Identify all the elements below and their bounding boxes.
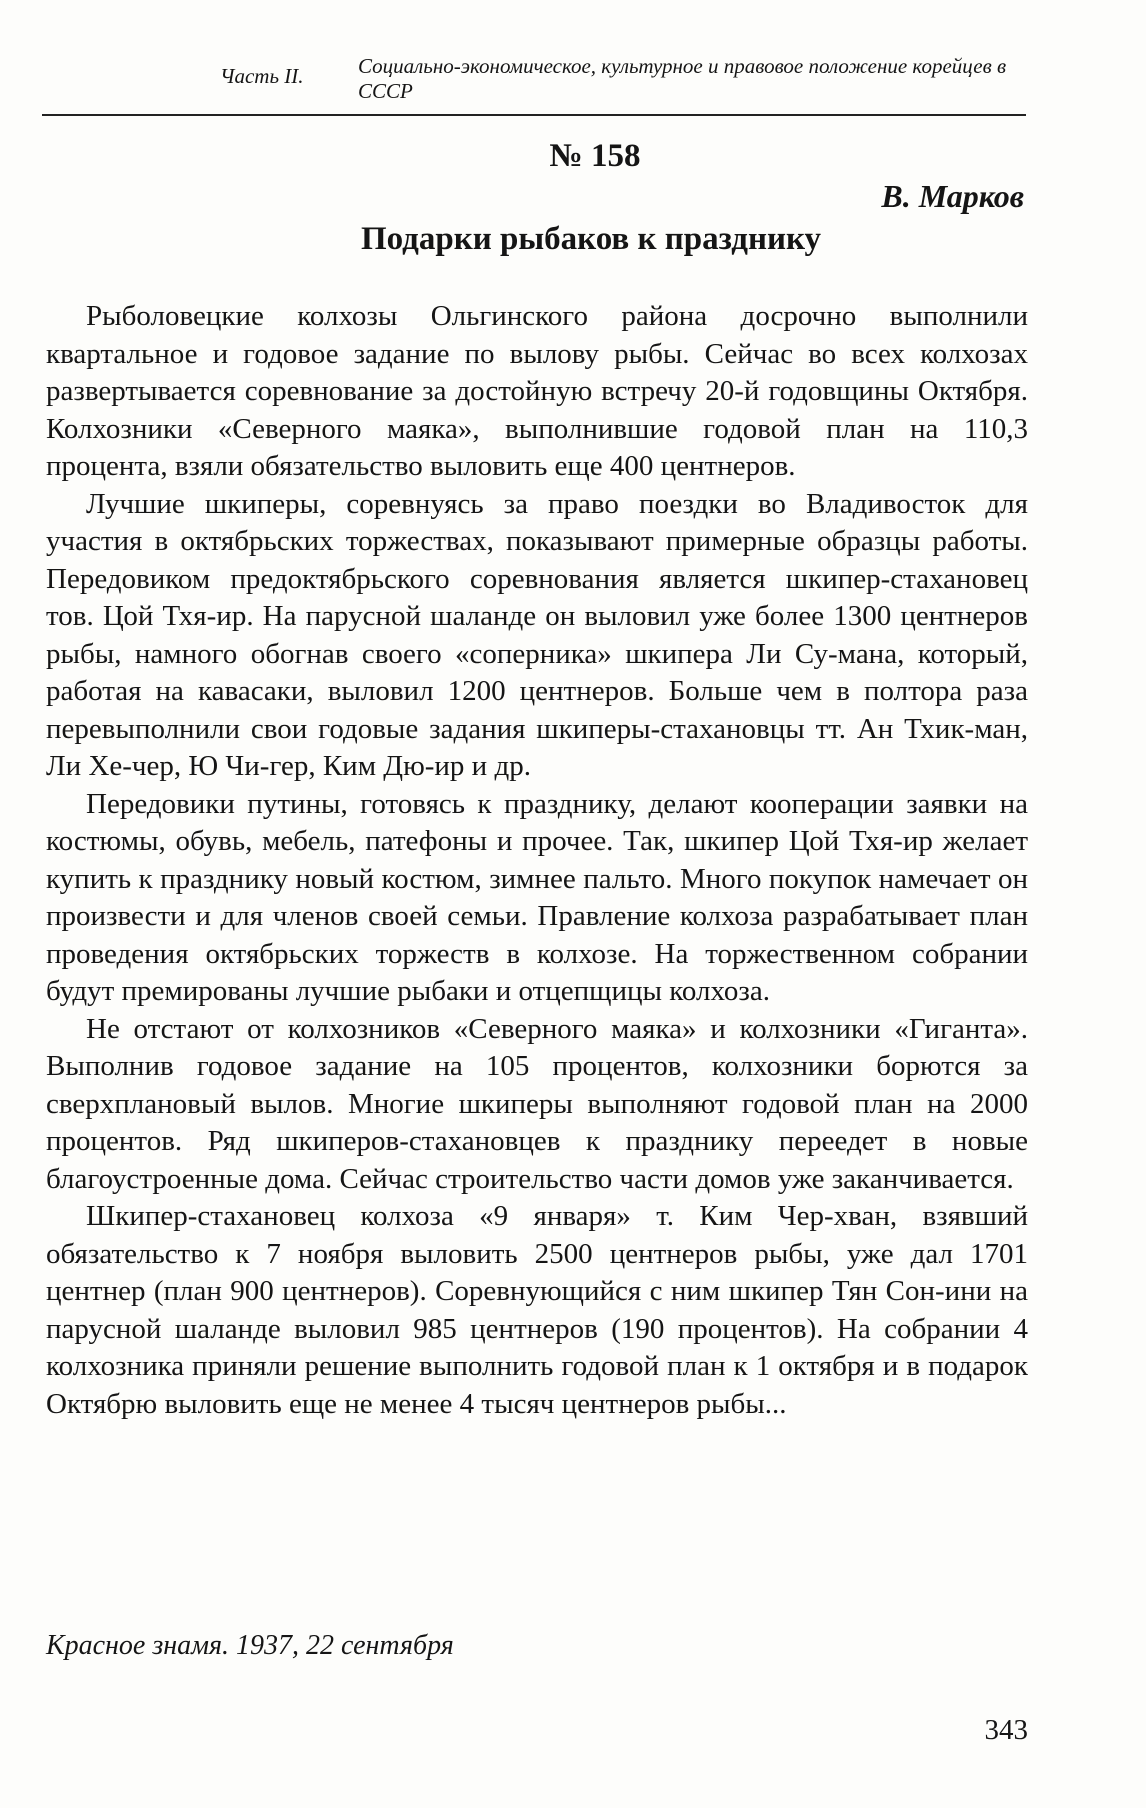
paragraph: Передовики путины, готовясь к празднику, делают кооперации заявки на костюмы, обувь, мебель, патефоны и прочее. Так, шкипер Цой Тхя-ир желает купить к празднику новый костюм, зимнее пальто. Много покупок намечает он произвести и для членов своей семьи. Правление колхоза разрабатывает план проведения октябрьских торжеств в колхозе. На торжественном собрании будут премированы лучшие рыбаки и отцепщицы колхоза.	[46, 787, 1028, 1007]
document-title	[0, 218, 1146, 260]
running-header-section-title: Социально-экономическое, культурное и правовое положение корейцев в СССР	[358, 54, 1007, 103]
paragraph: Лучшие шкиперы, соревнуясь за право поездки во Владивосток для участия в октябрьских торжествах, показывают примерные образцы работы. Передовиком предоктябрьского соревнования является шкипер-стахановец тов. Цой Тхя-ир. На парусной шаланде он выловил уже более 1300 центнеров рыбы, намного обогнав своего «соперника» шкипера Ли Су-мана, который, работая на кавасаки, выловил 1200 центнеров. Больше чем в полтора раза перевыполнили свои годовые задания шкиперы-стахановцы тт. Ан Тхик-ман, Ли Хе-чер, Ю Чи-гер, Ким Дю-ир и др.	[46, 487, 1028, 782]
running-header-part: Часть II.	[220, 64, 304, 88]
paragraph: Не отстают от колхозников «Северного маяка» и колхозники «Гиганта». Выполнив годовое задание на 105 процентов, колхозники борются за сверхплановый вылов. Многие шкиперы выполняют годовой план на 2000 процентов. Ряд шкиперов-стахановцев к празднику переедет в новые благоустроенные дома. Сейчас строительство части домов уже заканчивается.	[46, 1012, 1028, 1195]
header-rule	[42, 114, 1026, 116]
page-number: 343	[984, 1714, 1028, 1746]
document-number-text: № 158	[549, 138, 641, 174]
running-header	[42, 50, 1026, 116]
document-author: В. Марков	[881, 178, 1024, 214]
paragraph: Шкипер-стахановец колхоза «9 января» т. Ким Чер-хван, взявший обязательство к 7 ноября выловить 2500 центнеров рыбы, уже дал 1701 центнер (план 900 центнеров). Соревнующийся с ним шкипер Тян Сон-ини на парусной шаланде выловил 985 центнеров (190 процентов). На собрании 4 колхозника приняли решение выполнить годовой план к 1 октября и в подарок Октябрю выловить еще не менее 4 тысяч центнеров рыбы...	[46, 1200, 1028, 1420]
paragraph: Рыболовецкие колхозы Ольгинского района досрочно выполнили квартальное и годовое задание по вылову рыбы. Сейчас во всех колхозах развертывается соревнование за достойную встречу 20-й годовщины Октября. Колхозники «Северного маяка», выполнившие годовой план на 110,3 процента, взяли обязательство выловить еще 400 центнеров.	[46, 300, 1028, 482]
document-number	[0, 136, 1146, 176]
source-citation: Красное знамя. 1937, 22 сентября	[46, 1630, 454, 1661]
document-title-text: Подарки рыбаков к празднику	[360, 221, 822, 257]
article-body	[46, 298, 1028, 1423]
